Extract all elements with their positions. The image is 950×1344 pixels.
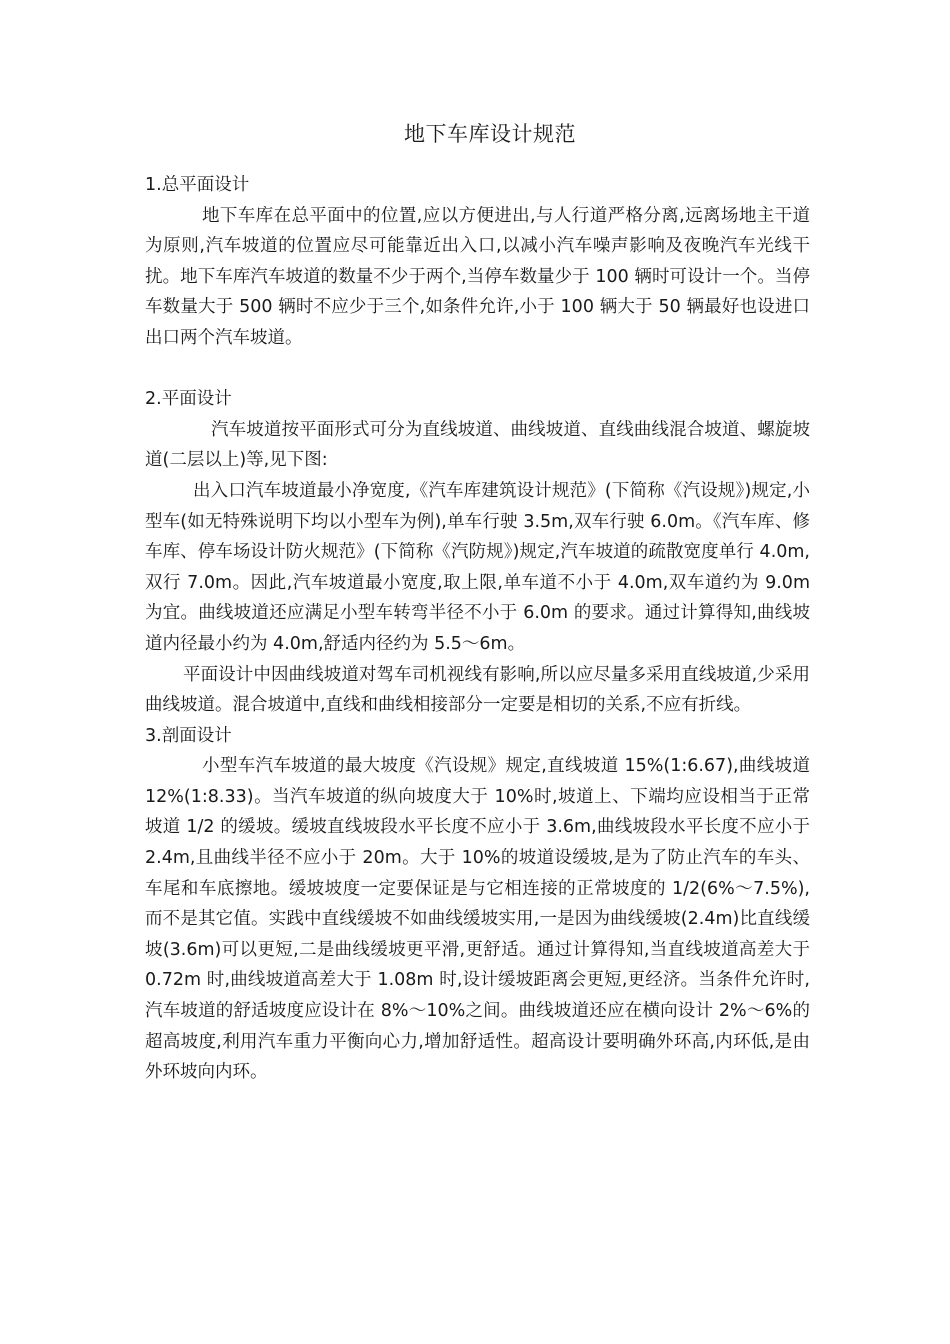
blank-line <box>145 354 810 385</box>
section-2-heading: 2.平面设计 <box>145 389 232 410</box>
section-1-paragraph-1: 地下车库在总平面中的位置,应以方便进出,与人行道严格分离,远离场地主干道为原则,汽车坡道的位置应尽可能靠近出入口,以减小汽车噪声影响及夜晚汽车光线干扰。地下车库汽车坡道的数量不少于两个,当停车数量少于 100 辆时可设计一个。当停车数量大于 500 辆时不应少于三个,如条件允许,小于 100 辆大于 50 辆最好也设进口出口两个汽车坡道。 <box>145 205 810 348</box>
section-3-heading: 3.剖面设计 <box>145 725 232 746</box>
section-1-heading: 1.总平面设计 <box>145 175 250 195</box>
document-title: 地下车库设计规范 <box>404 122 576 146</box>
section-2-paragraph-1: 汽车坡道按平面形式可分为直线坡道、曲线坡道、直线曲线混合坡道、螺旋坡道(二层以上)等,见下图: <box>145 419 810 471</box>
document-body <box>145 170 810 1088</box>
section-2-paragraph-3: 平面设计中因曲线坡道对驾车司机视线有影响,所以应尽量多采用直线坡道,少采用曲线坡道。混合坡道中,直线和曲线相接部分一定要是相切的关系,不应有折线。 <box>145 664 810 716</box>
section-2-paragraph-2: 出入口汽车坡道最小净宽度,《汽车库建筑设计规范》(下简称《汽设规》)规定,小型车(如无特殊说明下均以小型车为例),单车行驶 3.5m,双车行驶 6.0m。《汽车库、修车库、停车场设计防火规范》(下简称《汽防规》)规定,汽车坡道的疏散宽度单行 4.0m,双行 7.0m。因此,汽车坡道最小宽度,取上限,单车道不小于 4.0m,双车道约为 9.0m 为宜。曲线坡道还应满足小型车转弯半径不小于 6.0m 的要求。通过计算得知,曲线坡道内径最小约为 4.0m,舒适内径约为 5.5～6m。 <box>145 480 810 654</box>
section-3-paragraph-1: 小型车汽车坡道的最大坡度《汽设规》规定,直线坡道 15%(1:6.67),曲线坡道 12%(1:8.33)。当汽车坡道的纵向坡度大于 10%时,坡道上、下端均应设相当于正常坡道 1/2 的缓坡。缓坡直线坡段水平长度不应小于 3.6m,曲线坡段水平长度不应小于 2.4m,且曲线半径不应小于 20m。大于 10%的坡道设缓坡,是为了防止汽车的车头、车尾和车底擦地。缓坡坡度一定要保证是与它相连接的正常坡度的 1/2(6%～7.5%),而不是其它值。实践中直线缓坡不如曲线缓坡实用,一是因为曲线缓坡(2.4m)比直线缓坡(3.6m)可以更短,二是曲线缓坡更平滑,更舒适。通过计算得知,当直线坡道高差大于 0.72m 时,曲线坡道高差大于 1.08m 时,设计缓坡距离会更短,更经济。当条件允许时,汽车坡道的舒适坡度应设计在 8%～10%之间。曲线坡道还应在横向设计 2%～6%的超高坡度,利用汽车重力平衡向心力,增加舒适性。超高设计要明确外环高,内环低,是由外环坡向内环。 <box>145 756 810 1083</box>
